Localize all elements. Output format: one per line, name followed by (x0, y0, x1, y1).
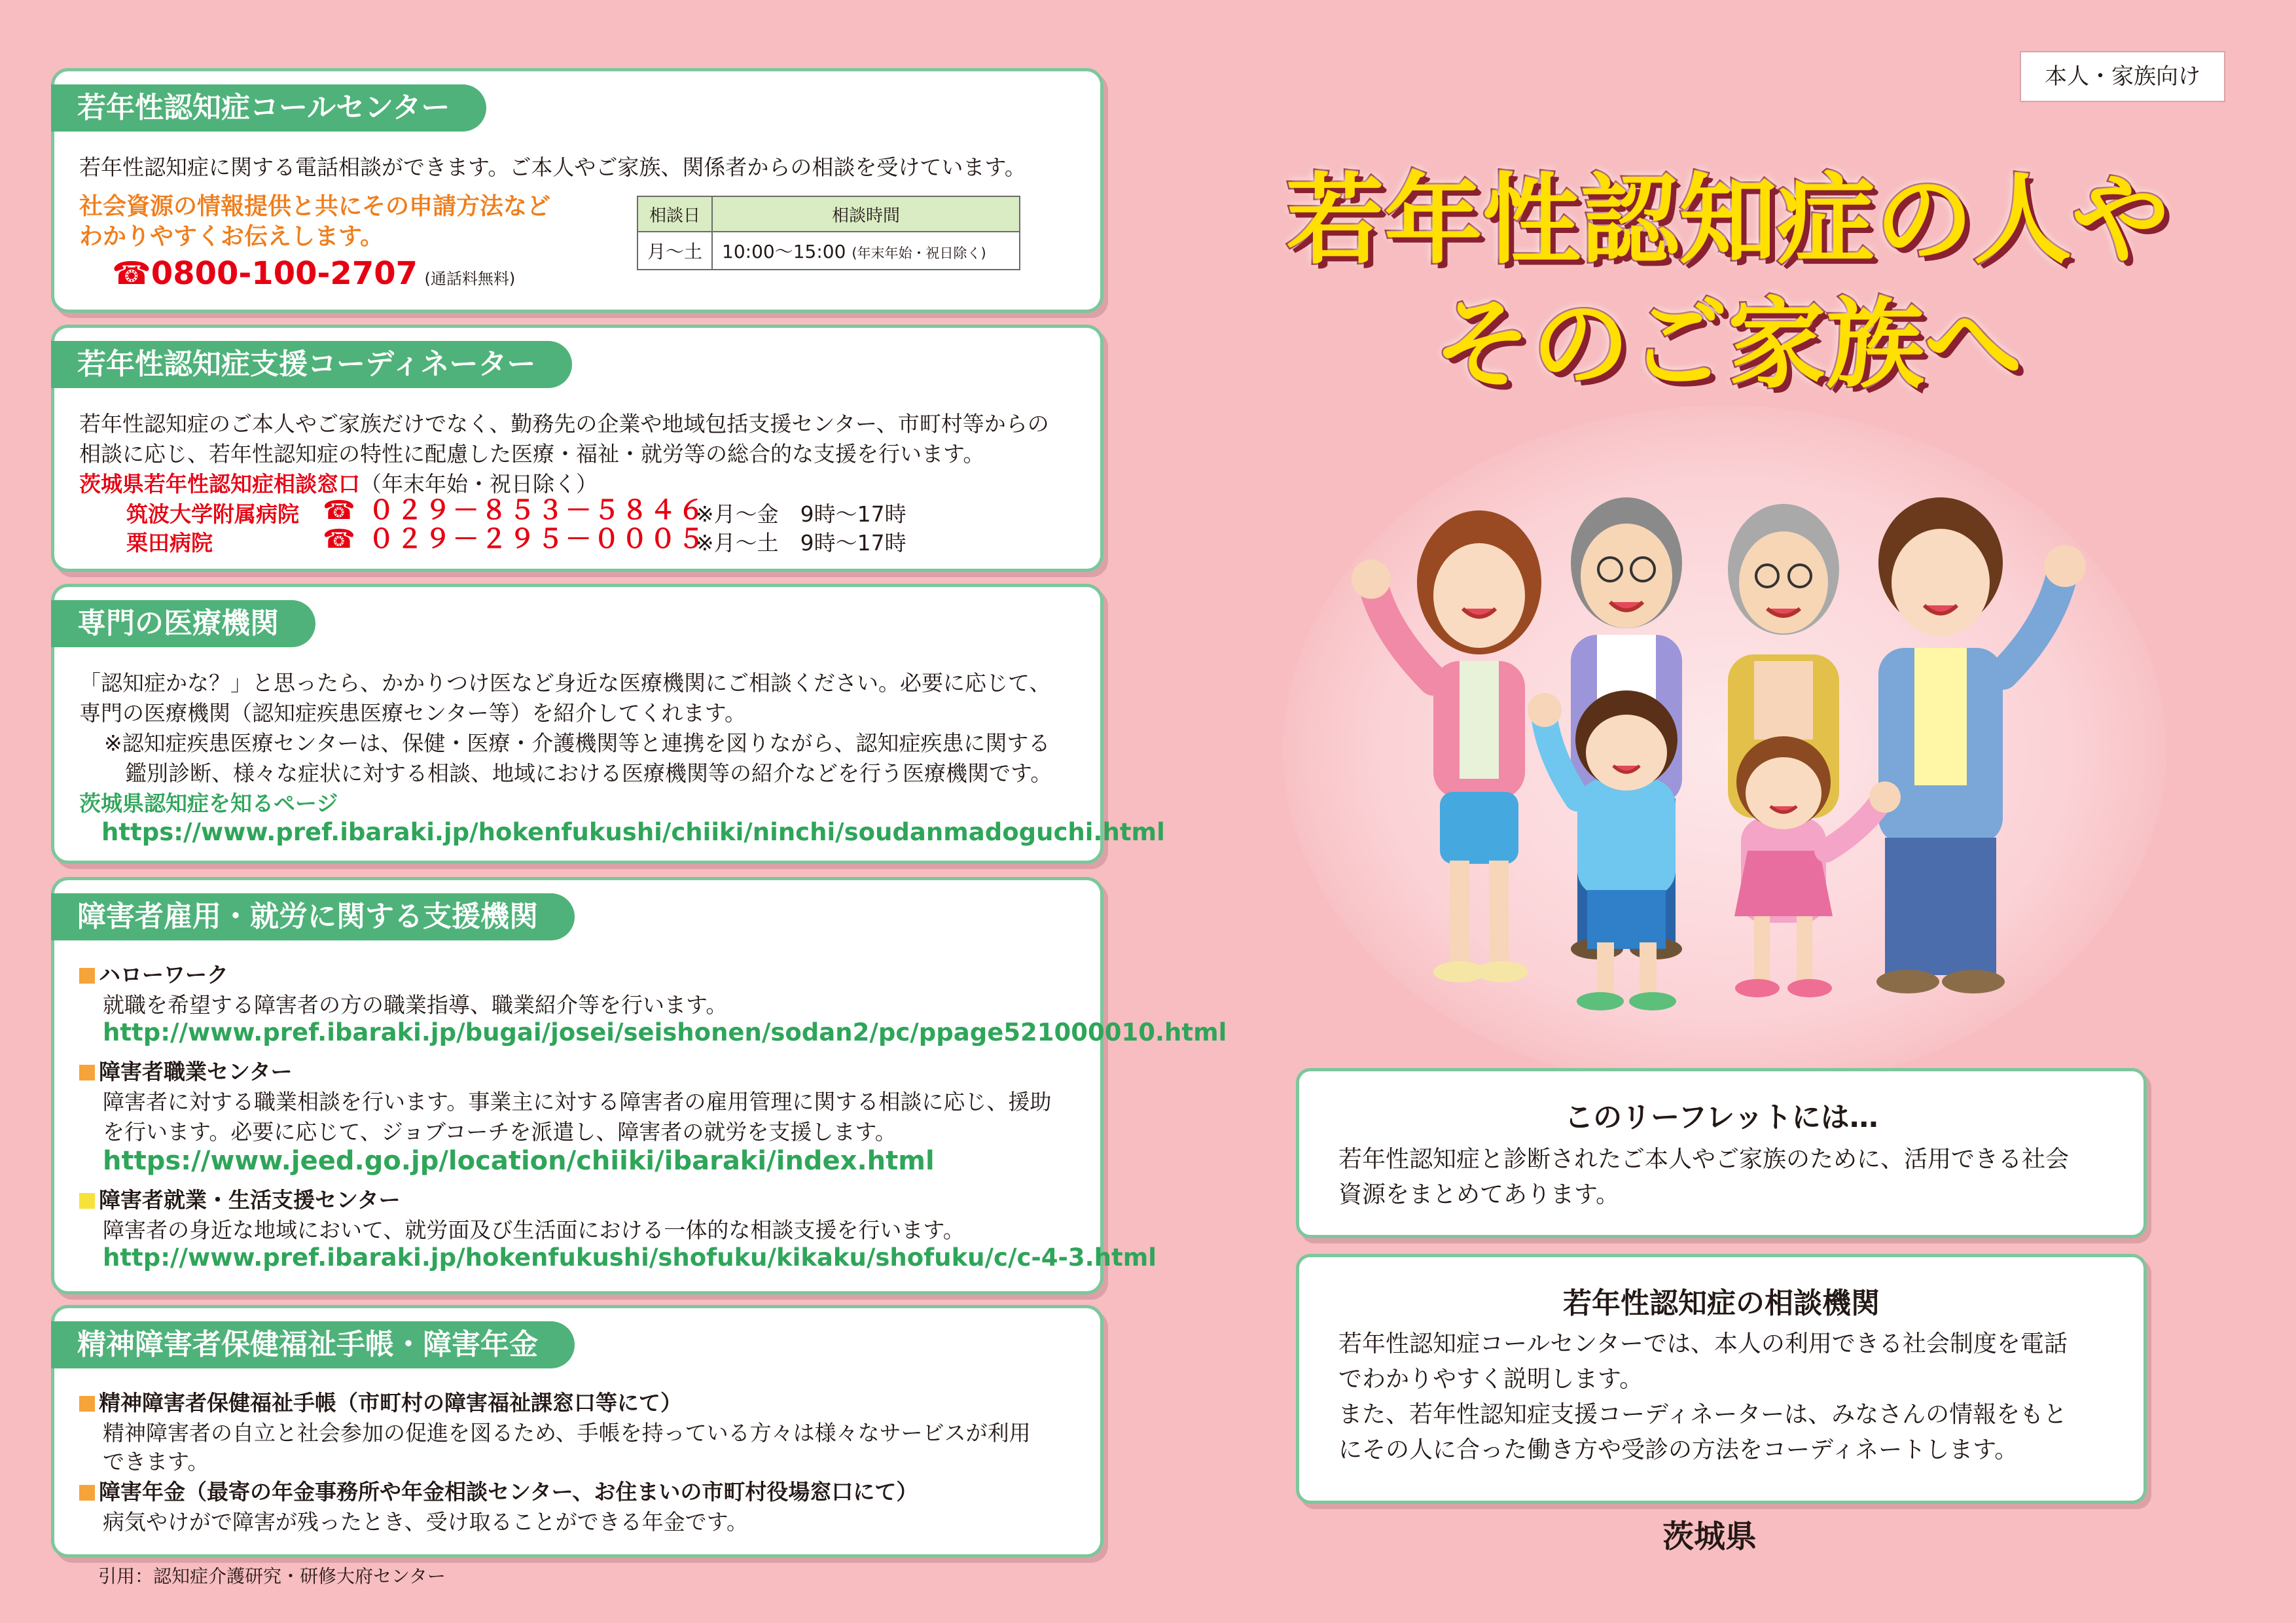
call-center-highlight-1: 社会資源の情報提供と共にその申請方法など (79, 193, 551, 220)
welfare-box (51, 1305, 1103, 1558)
consult-window-label: 茨城県若年性認知症相談窓口 (79, 471, 360, 497)
yellow-square-icon (79, 1193, 95, 1209)
call-center-phone[interactable]: ☎0800-100-2707 (112, 255, 418, 292)
welfare-item-desc: 病気やけがで障害が残ったとき、受け取ることができる年金です。 (103, 1509, 749, 1535)
medical-box (51, 584, 1165, 864)
hospital-name: 栗田病院 (126, 530, 213, 556)
consult-info-box (1296, 1254, 2147, 1504)
medical-title: 専門の医療機関 (51, 600, 315, 647)
welfare-item-desc: できます。 (103, 1449, 209, 1474)
medical-note-1: ※認知症疾患医療センターは、保健・医療・介護機関等と連携を図りながら、認知症疾患に関する (104, 730, 1050, 756)
hours-header-day: 相談日 (637, 196, 712, 232)
orange-square-icon (79, 1485, 95, 1501)
support-org-name: ハローワーク (79, 960, 228, 990)
headline-line-2: そのご家族へ (1433, 288, 2022, 402)
audience-tag: 本人・家族向け (2020, 51, 2225, 102)
citation: 引用：認知症介護研究・研修大府センター (98, 1565, 446, 1587)
hours-time: 10:00～15:00 (722, 241, 846, 262)
call-center-title: 若年性認知症コールセンター (51, 84, 486, 132)
coordinator-title: 若年性認知症支援コーディネーター (51, 341, 572, 388)
medical-desc-2: 専門の医療機関（認知症疾患医療センター等）を紹介してくれます。 (79, 700, 747, 726)
employment-box (51, 877, 1227, 1294)
leaflet-info-box (1296, 1068, 2147, 1238)
consult-desc-1: 若年性認知症コールセンターでは、本人の利用できる社会制度を電話 (1338, 1330, 2068, 1357)
headline-line-1: 若年性認知症の人や (1285, 164, 2170, 277)
call-center-highlight-2: わかりやすくお伝えします。 (79, 223, 384, 250)
hours-time-cell (712, 232, 1020, 270)
coordinator-desc-1: 若年性認知症のご本人やご家族だけでなく、勤務先の企業や地域包括支援センター、市町村等からの (79, 411, 1049, 437)
medical-desc-1: 「認知症かな？」と思ったら、かかりつけ医など身近な医療機関にご相談ください。必要に応じて、 (79, 670, 1051, 696)
orange-square-icon (79, 968, 95, 984)
medical-note-2: 鑑別診断、様々な症状に対する相談、地域における医療機関等の紹介などを行う医療機関です。 (125, 760, 1052, 786)
support-org-desc: 障害者に対する職業相談を行います。事業主に対する障害者の雇用管理に関する相談に応じ、援助 (103, 1089, 1052, 1115)
support-org-url-link[interactable]: http://www.pref.ibaraki.jp/bugai/josei/seishonen/sodan2/pc/ppage521000010.html (103, 1018, 1227, 1046)
leaflet-desc-1: 若年性認知症と診断されたご本人やご家族のために、活用できる社会 (1338, 1146, 2070, 1173)
employment-title: 障害者雇用・就労に関する支援機関 (51, 893, 575, 940)
consult-desc-3: また、若年性認知症支援コーディネーターは、みなさんの情報をもと (1338, 1401, 2068, 1428)
support-org-url-link[interactable]: http://www.pref.ibaraki.jp/hokenfukushi/shofuku/kikaku/shofuku/c/c-4-3.html (103, 1243, 1157, 1272)
support-org-name: 障害者就業・生活支援センター (79, 1185, 401, 1215)
call-center-phone-line (112, 255, 516, 294)
hospital-name: 筑波大学附属病院 (126, 501, 299, 527)
support-org-name: 障害者職業センター (79, 1057, 293, 1087)
medical-link-label: 茨城県認知症を知るページ (79, 791, 338, 816)
hospital-hours: ※月～土 9時～17時 (696, 530, 906, 556)
hours-day: 月～土 (637, 232, 712, 270)
support-org-desc: を行います。必要に応じて、ジョブコーチを派遣し、障害者の就労を支援します。 (103, 1119, 897, 1145)
leaflet-desc-2: 資源をまとめてあります。 (1338, 1181, 1620, 1208)
medical-url-link[interactable]: https://www.pref.ibaraki.jp/hokenfukushi/chiiki/ninchi/soudanmadoguchi.html (101, 818, 1165, 846)
support-org-url-link[interactable]: https://www.jeed.go.jp/location/chiiki/ibaraki/index.html (103, 1146, 935, 1176)
welfare-item-desc: 精神障害者の自立と社会参加の促進を図るため、手帳を持っている方々は様々なサービスが利用 (103, 1420, 1031, 1446)
consult-desc-4: にその人に合った働き方や受診の方法をコーディネートします。 (1338, 1436, 2018, 1463)
family-illustration (1335, 484, 2121, 1034)
welfare-item-name: 障害年金（最寄の年金事務所や年金相談センター、お住まいの市町村役場窓口にて） (79, 1477, 918, 1507)
girl-figure (1734, 736, 1901, 997)
hospital-phone[interactable]: ☎ ０２９－８５３－５８４６ (323, 495, 706, 526)
boy-figure (1528, 690, 1677, 1010)
consult-window-note: （年末年始・祝日除く） (360, 471, 598, 497)
call-center-hours-table (637, 196, 1020, 270)
call-center-phone-note: (通話料無料) (424, 270, 516, 288)
mother-figure (1352, 510, 1541, 982)
coordinator-desc-2: 相談に応じ、若年性認知症の特性に配慮した医療・福祉・就労等の総合的な支援を行います。 (79, 441, 985, 467)
consult-title: 若年性認知症の相談機関 (1563, 1287, 1880, 1320)
publisher-name: 茨城県 (1662, 1518, 1757, 1555)
support-org-desc: 就職を希望する障害者の方の職業指導、職業紹介等を行います。 (103, 992, 728, 1018)
call-center-desc: 若年性認知症に関する電話相談ができます。ご本人やご家族、関係者からの相談を受けています。 (79, 154, 1026, 180)
support-org-desc: 障害者の身近な地域において、就労面及び生活面における一体的な相談支援を行います。 (103, 1217, 965, 1243)
call-center-box (51, 68, 1103, 313)
orange-square-icon (79, 1396, 95, 1412)
hours-time-note: (年末年始・祝日除く) (852, 245, 986, 261)
hours-header-time: 相談時間 (712, 196, 1020, 232)
hospital-phone[interactable]: ☎ ０２９－２９５－０００５ (323, 524, 706, 554)
consult-desc-2: でわかりやすく説明します。 (1338, 1366, 1643, 1393)
welfare-title: 精神障害者保健福祉手帳・障害年金 (51, 1321, 575, 1368)
father-figure (1876, 497, 2086, 993)
hospital-hours: ※月～金 9時～17時 (696, 501, 906, 527)
welfare-item-name: 精神障害者保健福祉手帳（市町村の障害福祉課窓口等にて） (79, 1388, 682, 1418)
coordinator-box (51, 325, 1103, 572)
orange-square-icon (79, 1065, 95, 1080)
leaflet-title: このリーフレットには… (1564, 1101, 1878, 1134)
